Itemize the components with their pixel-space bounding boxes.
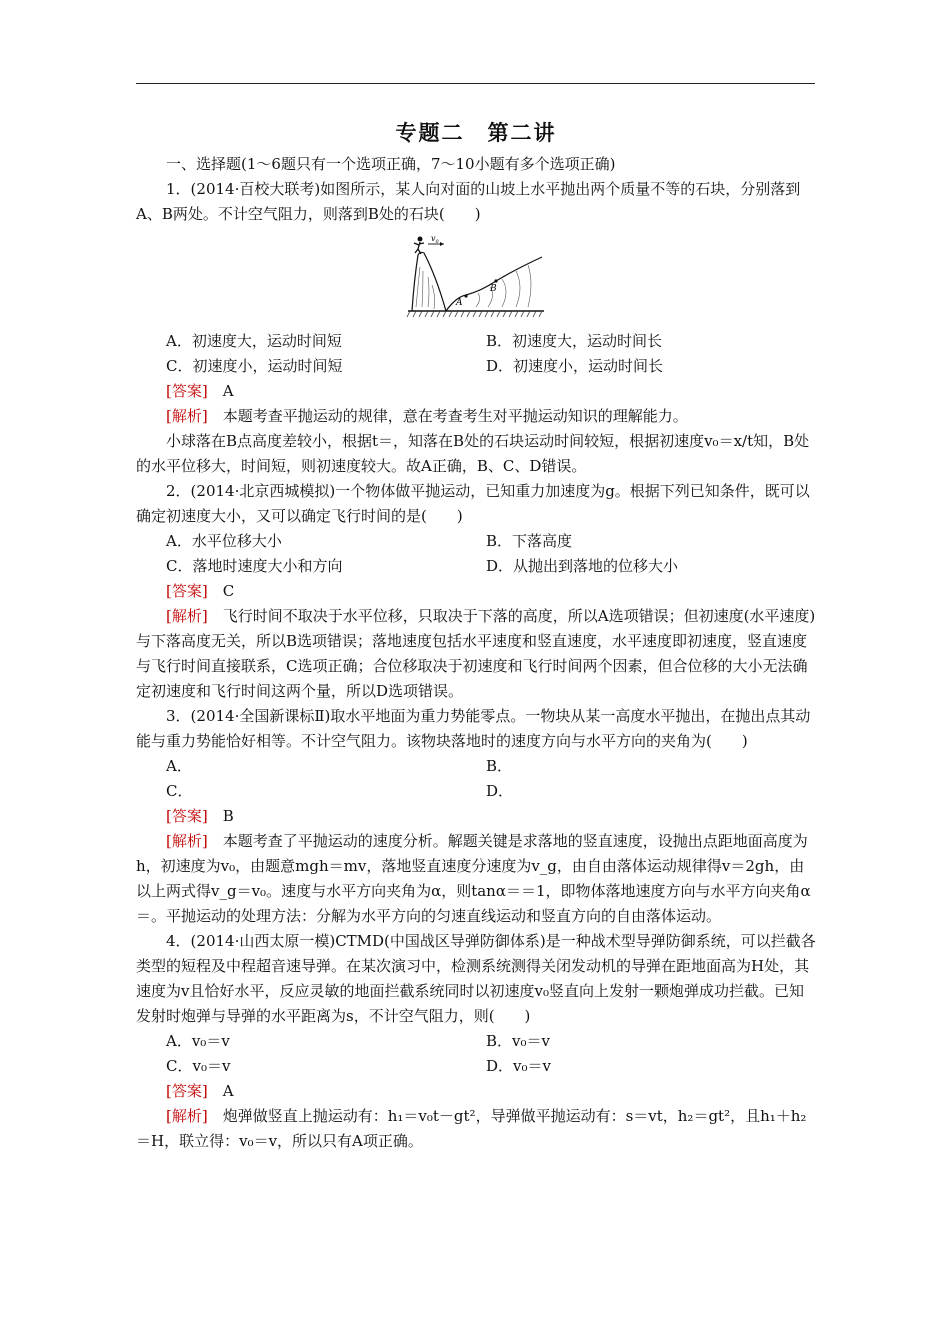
header-rule xyxy=(136,83,815,84)
q4-analysis xyxy=(136,1104,816,1154)
q3-option-a: A． xyxy=(166,757,192,775)
svg-text:v0 xyxy=(431,234,440,245)
q4-option-b: B．v₀＝v xyxy=(486,1032,550,1050)
q2-option-c: C．落地时速度大小和方向 xyxy=(166,557,343,575)
point-b-label: B xyxy=(490,284,497,294)
section-heading: 一、选择题(1～6题只有一个选项正确，7～10小题有多个选项正确) xyxy=(166,155,616,173)
q2-answer xyxy=(136,579,816,604)
q4-options-row-2 xyxy=(136,1054,816,1079)
q2-option-b: B．下落高度 xyxy=(486,532,573,550)
page-title: 专题二 第二讲 xyxy=(395,120,557,145)
q2-analysis xyxy=(136,604,816,704)
q1-answer xyxy=(136,379,816,404)
q3-analysis-text: 本题考查了平抛运动的速度分析。解题关键是求落地的竖直速度，设抛出点距地面高度为h，初速度为v₀，由题意mgh＝mv，落地竖直速度分速度为v_g，由自由落体运动规律得v＝2gh，由以上两式得v_g＝v₀。速度与水平方向夹角为α，则tanα＝＝1，即物体落地速度方向与水平方向夹角α＝。平抛运动的处理方法：分解为水平方向的匀速直线运动和竖直方向的自由落体运动。 xyxy=(136,832,811,925)
q1-options-row-1 xyxy=(136,329,816,354)
q2-options-row-2 xyxy=(136,554,816,579)
q1-analysis xyxy=(136,404,816,429)
q2-option-d: D．从抛出到落地的位移大小 xyxy=(486,557,679,575)
analysis-tag: [解析] xyxy=(166,1107,208,1125)
q4-stem: 4．(2014·山西太原一模)CTMD(中国战区导弹防御体系)是一种战术型导弹防御系统，可以拦截各类型的短程及中程超音速导弹。在某次演习中，检测系统测得关闭发动机的导弹在距地面高为H处，其速度为v且恰好水平，反应灵敏的地面拦截系统同时以初速度v₀竖直向上发射一颗炮弹成功拦截。已知发射时炮弹与导弹的水平距离为s，不计空气阻力，则( ) xyxy=(136,932,816,1025)
q3-answer xyxy=(136,804,816,829)
q4-option-d: D．v₀＝v xyxy=(486,1057,551,1075)
velocity-label: v xyxy=(431,234,436,243)
q2-option-a: A．水平位移大小 xyxy=(166,532,282,550)
answer-tag: [答案] xyxy=(166,1082,208,1100)
q3-options-row-2 xyxy=(136,779,816,804)
q1-analysis-text: 本题考查平抛运动的规律，意在考查考生对平抛运动知识的理解能力。 xyxy=(222,407,688,425)
q1-answer-value: A xyxy=(222,382,234,400)
q1-option-a: A．初速度大，运动时间短 xyxy=(166,332,342,350)
q4-option-a: A．v₀＝v xyxy=(166,1032,230,1050)
q1-option-d: D．初速度小，运动时间长 xyxy=(486,357,664,375)
q4-option-c: C．v₀＝v xyxy=(166,1057,231,1075)
slope-diagram xyxy=(406,231,546,323)
answer-tag: [答案] xyxy=(166,807,208,825)
point-a-label: A xyxy=(456,298,463,308)
analysis-tag: [解析] xyxy=(166,407,208,425)
q2-stem: 2．(2014·北京西城模拟)一个物体做平抛运动，已知重力加速度为g。根据下列已知条件，既可以确定初速度大小，又可以确定飞行时间的是( ) xyxy=(136,482,810,525)
q1-option-c: C．初速度小，运动时间短 xyxy=(166,357,343,375)
q3-stem: 3．(2014·全国新课标Ⅱ)取水平地面为重力势能零点。一物块从某一高度水平抛出，在抛出点其动能与重力势能恰好相等。不计空气阻力。该物块落地时的速度方向与水平方向的夹角为( ) xyxy=(136,707,811,750)
q2-options-row-1 xyxy=(136,529,816,554)
analysis-tag: [解析] xyxy=(166,832,208,850)
q2-answer-value: C xyxy=(222,582,235,600)
q4-options-row-1 xyxy=(136,1029,816,1054)
q1-options-row-2 xyxy=(136,354,816,379)
document-body xyxy=(136,118,816,1154)
q2-analysis-text: 飞行时间不取决于水平位移，只取决于下落的高度，所以A选项错误；但初速度(水平速度)与下落高度无关，所以B选项错误；落地速度包括水平速度和竖直速度，水平速度即初速度，竖直速度与飞行时间直接联系，C选项正确；合位移取决于初速度和飞行时间两个因素，但合位移的大小无法确定初速度和飞行时间这两个量，所以D选项错误。 xyxy=(136,607,816,700)
answer-tag: [答案] xyxy=(166,382,208,400)
q1-option-b: B．初速度大，运动时间长 xyxy=(486,332,663,350)
q3-analysis xyxy=(136,829,816,929)
answer-tag: [答案] xyxy=(166,582,208,600)
q1-analysis-detail: 小球落在B点高度差较小，根据t＝，知落在B处的石块运动时间较短，根据初速度v₀＝x/t知，B处的水平位移大，时间短，则初速度较大。故A正确，B、C、D错误。 xyxy=(136,432,810,475)
q3-options-row-1 xyxy=(136,754,816,779)
q1-figure xyxy=(136,231,816,323)
q1-stem: 1．(2014·百校大联考)如图所示，某人向对面的山坡上水平抛出两个质量不等的石块，分别落到A、B两处。不计空气阻力，则落到B处的石块( ) xyxy=(136,180,801,223)
q3-option-c: C． xyxy=(166,782,193,800)
q4-answer xyxy=(136,1079,816,1104)
q4-analysis-text: 炮弹做竖直上抛运动有：h₁＝v₀t－gt²，导弹做平抛运动有：s＝vt，h₂＝gt²，且h₁＋h₂＝H，联立得：v₀＝v，所以只有A项正确。 xyxy=(136,1107,807,1150)
q3-option-b: B． xyxy=(486,757,513,775)
analysis-tag: [解析] xyxy=(166,607,208,625)
q4-answer-value: A xyxy=(222,1082,234,1100)
q3-option-d: D． xyxy=(486,782,514,800)
velocity-subscript: 0 xyxy=(435,239,439,245)
q3-answer-value: B xyxy=(222,807,234,825)
